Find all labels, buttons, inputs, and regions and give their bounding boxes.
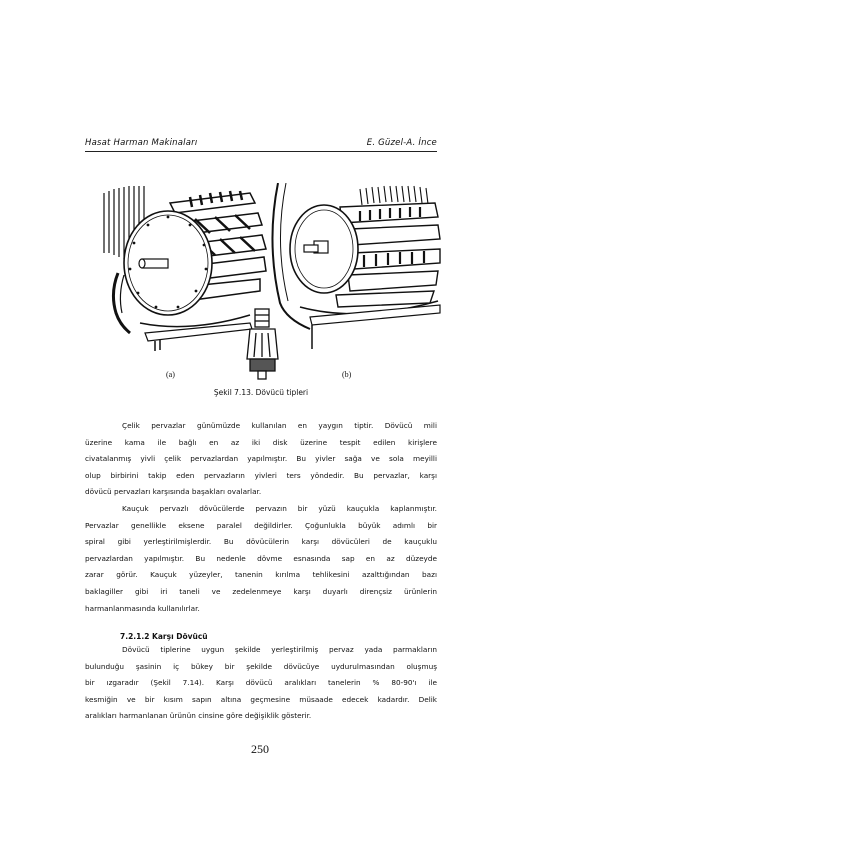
header-book-title: Hasat Harman Makinaları xyxy=(85,138,198,148)
paragraph-line: bir ızgaradır (Şekil 7.14). Karşı dövücü aralıkları tanelerin % 80-90'ı ile xyxy=(85,678,437,688)
drum-a-drawing xyxy=(104,186,266,351)
figure-thresher-drum-types xyxy=(100,183,445,383)
paragraph-line: civatalanmış yivli çelik pervazlardan yapılmıştır. Bu yivler sağa ve sola meyilli xyxy=(85,454,437,464)
header-authors: E. Güzel-A. İnce xyxy=(366,138,437,148)
paragraph-line: Pervazlar genellikle eksene paralel değildirler. Çoğunlukla büyük adımlı bir xyxy=(85,520,437,530)
page-number: 250 xyxy=(251,742,269,756)
paragraph-line: Çelik pervazlar günümüzde kullanılan en yaygın tiptir. Dövücü mili xyxy=(122,421,437,430)
paragraph-line: spiral gibi yerleştirilmişlerdir. Bu dövücülerin karşı dövücüleri de kauçuklu xyxy=(85,537,437,547)
figure-label-a: (a) xyxy=(166,370,175,379)
paragraph-line: Dövücü tiplerine uygun şekilde yerleştirilmiş pervaz yada parmakların xyxy=(122,645,437,654)
paragraph-line: harmanlanmasında kullanılırlar. xyxy=(85,603,200,613)
figure-caption: Şekil 7.13. Dövücü tipleri xyxy=(213,388,309,397)
paragraph-line: dövücü pervazları karşısında başakları ovalarlar. xyxy=(85,487,262,497)
drum-b-drawing xyxy=(272,183,440,349)
paragraph-line: bulunduğu şasinin iç bükey bir şekilde dövücüye uydurulmasından oluşmuş xyxy=(85,661,437,671)
paragraph-line: olup birbirini takip eden pervazların yivleri ters yöndedir. Bu pervazlar, karşı xyxy=(85,470,437,480)
paragraph-line: baklagiller gibi iri taneli ve zedelenmeye karşı duyarlı dirençsiz ürünlerin xyxy=(85,586,437,596)
paragraph-line: aralıkları harmanlanan ürünün cinsine göre değişiklik gösterir. xyxy=(85,711,312,721)
figure-label-b: (b) xyxy=(342,370,352,379)
rasp-bar-detail xyxy=(247,309,278,379)
paragraph-steel-rasp-bars xyxy=(85,418,437,501)
paragraph-line: üzerine kama ile bağlı en az iki disk üzerine tespit edilen kirişlere xyxy=(85,437,437,447)
section-heading: 7.2.1.2 Karşı Dövücü xyxy=(120,632,208,641)
paragraph-line: Kauçuk pervazlı dövücülerde pervazın bir yüzü kauçukla kaplanmıştır. xyxy=(122,504,437,513)
paragraph-line: zarar görür. Kauçuk yüzeyler, tanenin kırılma tehlikesini azalttığından bazı xyxy=(85,570,437,580)
running-header xyxy=(85,138,437,152)
paragraph-rubber-bars xyxy=(85,501,437,617)
paragraph-line: pervazlardan yapılmıştır. Bu nedenle dövme esnasında sap en az düzeyde xyxy=(85,553,437,563)
paragraph-concave xyxy=(85,642,437,725)
drum-illustration xyxy=(100,183,445,383)
paragraph-line: kesmiğin ve bir kısım sapın altına geçmesine müsaade edecek kadardır. Delik xyxy=(85,694,437,704)
